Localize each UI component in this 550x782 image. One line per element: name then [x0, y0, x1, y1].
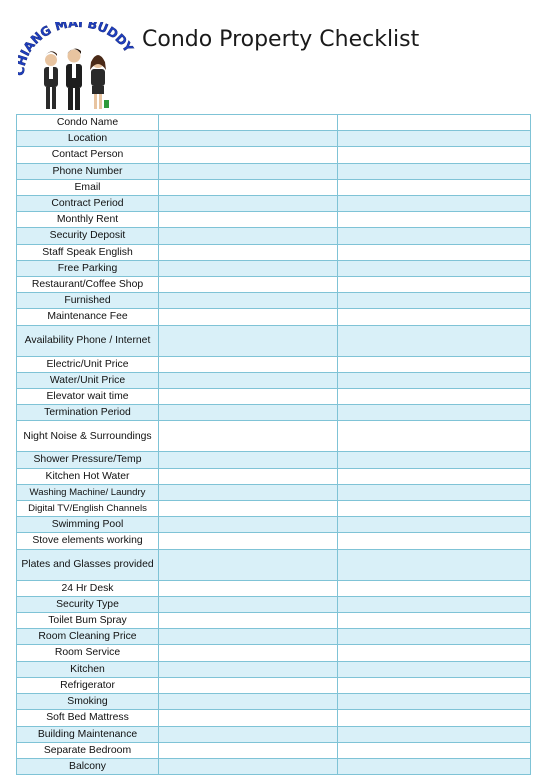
entry-cell-2[interactable] — [338, 580, 531, 596]
table-row — [17, 613, 531, 629]
entry-cell-2[interactable] — [338, 452, 531, 468]
entry-cell-1[interactable] — [159, 405, 338, 421]
entry-cell-2[interactable] — [338, 596, 531, 612]
table-row — [17, 260, 531, 276]
row-label: Security Type — [17, 596, 159, 612]
table-row — [17, 661, 531, 677]
entry-cell-1[interactable] — [159, 147, 338, 163]
entry-cell-2[interactable] — [338, 277, 531, 293]
entry-cell-2[interactable] — [338, 484, 531, 500]
row-label: Kitchen — [17, 661, 159, 677]
entry-cell-1[interactable] — [159, 293, 338, 309]
entry-cell-2[interactable] — [338, 179, 531, 195]
entry-cell-1[interactable] — [159, 596, 338, 612]
row-label: Staff Speak English — [17, 244, 159, 260]
entry-cell-2[interactable] — [338, 131, 531, 147]
table-row — [17, 484, 531, 500]
entry-cell-1[interactable] — [159, 468, 338, 484]
row-label: Plates and Glasses provided — [17, 549, 159, 580]
table-row — [17, 549, 531, 580]
table-row — [17, 196, 531, 212]
entry-cell-1[interactable] — [159, 389, 338, 405]
table-row — [17, 596, 531, 612]
table-row — [17, 533, 531, 549]
entry-cell-1[interactable] — [159, 179, 338, 195]
entry-cell-1[interactable] — [159, 452, 338, 468]
row-label: Condo Name — [17, 115, 159, 131]
table-row — [17, 742, 531, 758]
svg-text:CHIANG MAI BUDDY: IANG MAI BUDDY — [18, 22, 136, 59]
table-row — [17, 325, 531, 356]
row-label: Room Service — [17, 645, 159, 661]
row-label: Shower Pressure/Temp — [17, 452, 159, 468]
entry-cell-2[interactable] — [338, 758, 531, 774]
entry-cell-2[interactable] — [338, 212, 531, 228]
entry-cell-1[interactable] — [159, 613, 338, 629]
entry-cell-1[interactable] — [159, 501, 338, 517]
entry-cell-1[interactable] — [159, 277, 338, 293]
entry-cell-2[interactable] — [338, 244, 531, 260]
entry-cell-1[interactable] — [159, 260, 338, 276]
table-row — [17, 372, 531, 388]
table-row — [17, 452, 531, 468]
row-label: Smoking — [17, 694, 159, 710]
row-label: Refrigerator — [17, 677, 159, 693]
entry-cell-1[interactable] — [159, 645, 338, 661]
table-row — [17, 389, 531, 405]
row-label: Location — [17, 131, 159, 147]
row-label: 24 Hr Desk — [17, 580, 159, 596]
table-row — [17, 115, 531, 131]
row-label: Stove elements working — [17, 533, 159, 549]
row-label: Security Deposit — [17, 228, 159, 244]
row-label: Termination Period — [17, 405, 159, 421]
entry-cell-1[interactable] — [159, 742, 338, 758]
row-label: Monthly Rent — [17, 212, 159, 228]
entry-cell-2[interactable] — [338, 533, 531, 549]
table-row — [17, 468, 531, 484]
entry-cell-1[interactable] — [159, 228, 338, 244]
entry-cell-2[interactable] — [338, 147, 531, 163]
table-row — [17, 405, 531, 421]
row-label: Soft Bed Mattress — [17, 710, 159, 726]
logo-graphic — [18, 22, 136, 114]
entry-cell-2[interactable] — [338, 405, 531, 421]
entry-cell-2[interactable] — [338, 228, 531, 244]
entry-cell-1[interactable] — [159, 661, 338, 677]
table-row — [17, 710, 531, 726]
entry-cell-1[interactable] — [159, 726, 338, 742]
entry-cell-2[interactable] — [338, 389, 531, 405]
entry-cell-1[interactable] — [159, 580, 338, 596]
row-label: Contract Period — [17, 196, 159, 212]
entry-cell-2[interactable] — [338, 356, 531, 372]
row-label: Separate Bedroom — [17, 742, 159, 758]
row-label: Room Cleaning Price — [17, 629, 159, 645]
entry-cell-1[interactable] — [159, 694, 338, 710]
table-row — [17, 212, 531, 228]
row-label: Availability Phone / Internet — [17, 325, 159, 356]
entry-cell-2[interactable] — [338, 196, 531, 212]
entry-cell-1[interactable] — [159, 325, 338, 356]
row-label: Balcony — [17, 758, 159, 774]
entry-cell-2[interactable] — [338, 163, 531, 179]
entry-cell-1[interactable] — [159, 309, 338, 325]
person-left-figure — [44, 51, 58, 109]
entry-cell-2[interactable] — [338, 694, 531, 710]
entry-cell-2[interactable] — [338, 115, 531, 131]
entry-cell-1[interactable] — [159, 372, 338, 388]
entry-cell-1[interactable] — [159, 356, 338, 372]
table-row — [17, 163, 531, 179]
checklist-table — [16, 114, 531, 775]
person-middle-figure — [66, 49, 82, 110]
row-label: Email — [17, 179, 159, 195]
entry-cell-1[interactable] — [159, 484, 338, 500]
table-row — [17, 726, 531, 742]
entry-cell-2[interactable] — [338, 260, 531, 276]
entry-cell-2[interactable] — [338, 372, 531, 388]
entry-cell-2[interactable] — [338, 468, 531, 484]
table-row — [17, 356, 531, 372]
table-row — [17, 293, 531, 309]
table-row — [17, 758, 531, 774]
entry-cell-2[interactable] — [338, 309, 531, 325]
entry-cell-1[interactable] — [159, 517, 338, 533]
entry-cell-1[interactable] — [159, 163, 338, 179]
table-row — [17, 309, 531, 325]
table-row — [17, 421, 531, 452]
entry-cell-2[interactable] — [338, 517, 531, 533]
table-row — [17, 244, 531, 260]
entry-cell-1[interactable] — [159, 421, 338, 452]
entry-cell-1[interactable] — [159, 677, 338, 693]
row-label: Contact Person — [17, 147, 159, 163]
entry-cell-1[interactable] — [159, 629, 338, 645]
table-row — [17, 501, 531, 517]
entry-cell-1[interactable] — [159, 758, 338, 774]
entry-cell-1[interactable] — [159, 131, 338, 147]
row-label: Elevator wait time — [17, 389, 159, 405]
entry-cell-2[interactable] — [338, 325, 531, 356]
table-row — [17, 580, 531, 596]
row-label: Night Noise & Surroundings — [17, 421, 159, 452]
entry-cell-2[interactable] — [338, 710, 531, 726]
entry-cell-2[interactable] — [338, 293, 531, 309]
entry-cell-2[interactable] — [338, 501, 531, 517]
row-label: Phone Number — [17, 163, 159, 179]
entry-cell-1[interactable] — [159, 196, 338, 212]
entry-cell-2[interactable] — [338, 549, 531, 580]
page-title: Condo Property Checklist — [142, 27, 420, 52]
entry-cell-1[interactable] — [159, 549, 338, 580]
table-row — [17, 694, 531, 710]
person-right-figure — [90, 55, 109, 109]
table-row — [17, 131, 531, 147]
entry-cell-2[interactable] — [338, 726, 531, 742]
entry-cell-1[interactable] — [159, 533, 338, 549]
table-row — [17, 517, 531, 533]
table-row — [17, 677, 531, 693]
entry-cell-2[interactable] — [338, 629, 531, 645]
entry-cell-2[interactable] — [338, 421, 531, 452]
row-label: Building Maintenance — [17, 726, 159, 742]
row-label: Water/Unit Price — [17, 372, 159, 388]
row-label: Furnished — [17, 293, 159, 309]
table-row — [17, 277, 531, 293]
row-label: Swimming Pool — [17, 517, 159, 533]
row-label: Maintenance Fee — [17, 309, 159, 325]
table-row — [17, 645, 531, 661]
entry-cell-2[interactable] — [338, 677, 531, 693]
entry-cell-1[interactable] — [159, 710, 338, 726]
entry-cell-1[interactable] — [159, 212, 338, 228]
row-label: Restaurant/Coffee Shop — [17, 277, 159, 293]
entry-cell-2[interactable] — [338, 645, 531, 661]
row-label: Free Parking — [17, 260, 159, 276]
entry-cell-2[interactable] — [338, 661, 531, 677]
row-label: Electric/Unit Price — [17, 356, 159, 372]
entry-cell-1[interactable] — [159, 115, 338, 131]
entry-cell-1[interactable] — [159, 244, 338, 260]
table-row — [17, 179, 531, 195]
entry-cell-2[interactable] — [338, 742, 531, 758]
row-label: Digital TV/English Channels — [17, 501, 159, 517]
entry-cell-2[interactable] — [338, 613, 531, 629]
row-label: Kitchen Hot Water — [17, 468, 159, 484]
company-logo — [18, 22, 136, 114]
row-label: Washing Machine/ Laundry — [17, 484, 159, 500]
table-row — [17, 629, 531, 645]
row-label: Toilet Bum Spray — [17, 613, 159, 629]
table-row — [17, 147, 531, 163]
table-row — [17, 228, 531, 244]
